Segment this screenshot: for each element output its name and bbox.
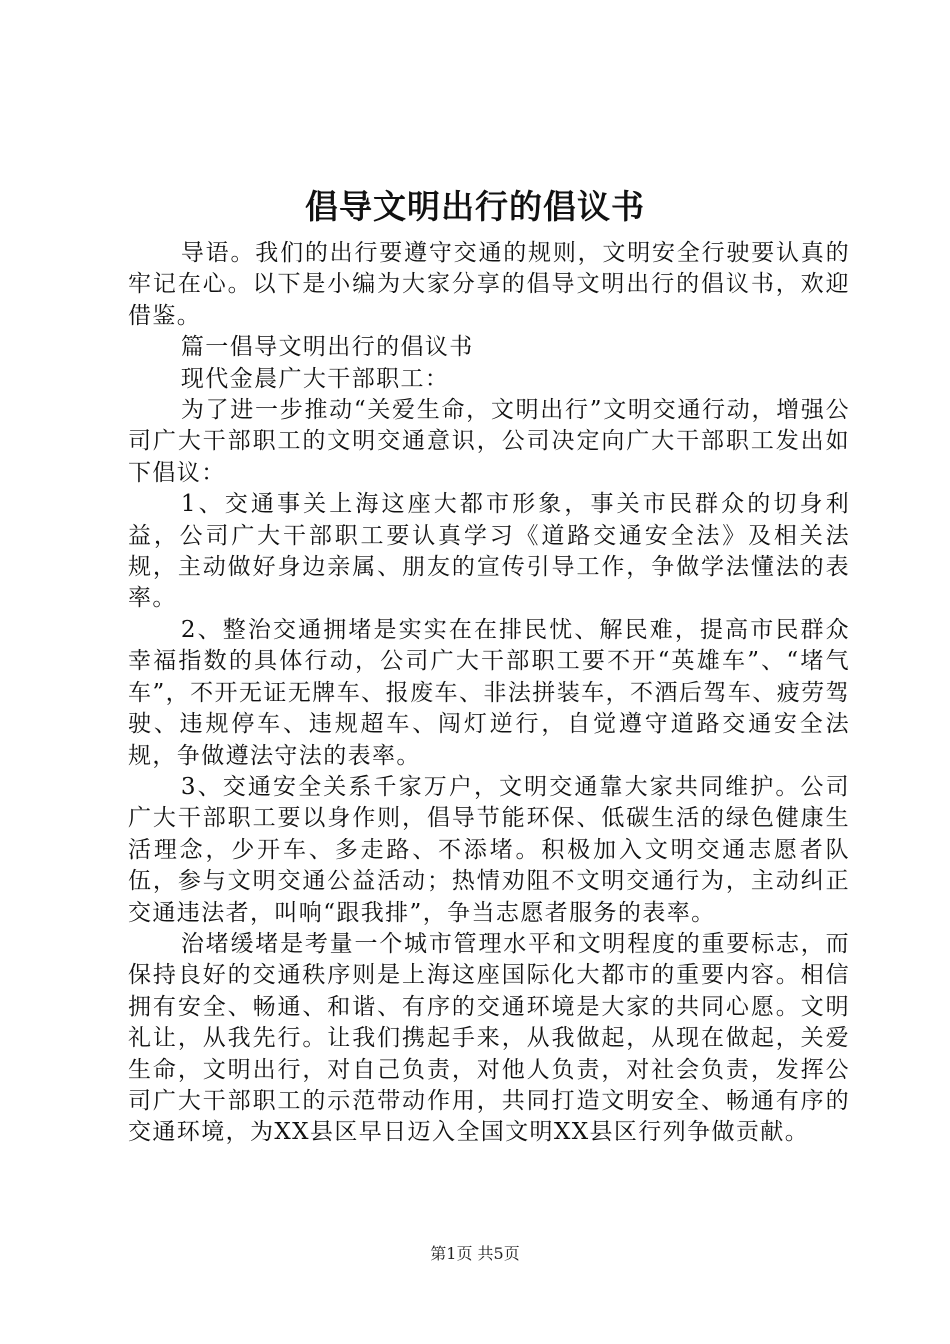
section-heading: 篇一倡导文明出行的倡议书	[180, 334, 474, 361]
page-number-footer: 第1页 共5页	[430, 1244, 520, 1263]
proposal-item-2: 2、整治交通拥堵是实实在在排民忧、解民难，提高市民群众幸福指数的具体行动，公司广大干部职工要不开“英雄车”、“堵气车”，不开无证无牌车、报废车、非法拼装车，不酒后驾车、疲劳驾驶、违规停车、违规超车、闯灯逆行，自觉遵守道路交通安全法规，争做遵法守法的表率。	[128, 616, 850, 769]
proposal-item-3: 3、交通安全关系千家万户，文明交通靠大家共同维护。公司广大干部职工要以身作则，倡导节能环保、低碳生活的绿色健康生活理念，少开车、多走路、不添堵。积极加入文明交通志愿者队伍，参与文明交通公益活动；热情劝阻不文明交通行为，主动纠正交通违法者，叫响“跟我排”，争当志愿者服务的表率。	[128, 773, 850, 926]
document-body	[128, 238, 850, 1149]
proposal-item-1: 1、交通事关上海这座大都市形象，事关市民群众的切身利益，公司广大干部职工要认真学习《道路交通安全法》及相关法规，主动做好身边亲属、朋友的宣传引导工作，争做学法懂法的表率。	[128, 491, 850, 612]
document-title: 倡导文明出行的倡议书	[305, 187, 645, 226]
closing-paragraph: 治堵缓堵是考量一个城市管理水平和文明程度的重要标志，而保持良好的交通秩序则是上海这座国际化大都市的重要内容。相信拥有安全、畅通、和谐、有序的交通环境是大家的共同心愿。文明礼让，从我先行。让我们携起手来，从我做起，从现在做起，关爱生命，文明出行，对自己负责，对他人负责，对社会负责，发挥公司广大干部职工的示范带动作用，共同打造文明安全、畅通有序的交通环境，为XX县区早日迈入全国文明XX县区行列争做贡献。	[128, 930, 850, 1146]
salutation: 现代金晨广大干部职工：	[180, 365, 450, 392]
opening-paragraph: 为了进一步推动“关爱生命，文明出行”文明交通行动，增强公司广大干部职工的文明交通意识，公司决定向广大干部职工发出如下倡议：	[128, 397, 850, 486]
intro-paragraph: 导语。我们的出行要遵守交通的规则，文明安全行驶要认真的牢记在心。以下是小编为大家分享的倡导文明出行的倡议书，欢迎借鉴。	[128, 240, 850, 329]
